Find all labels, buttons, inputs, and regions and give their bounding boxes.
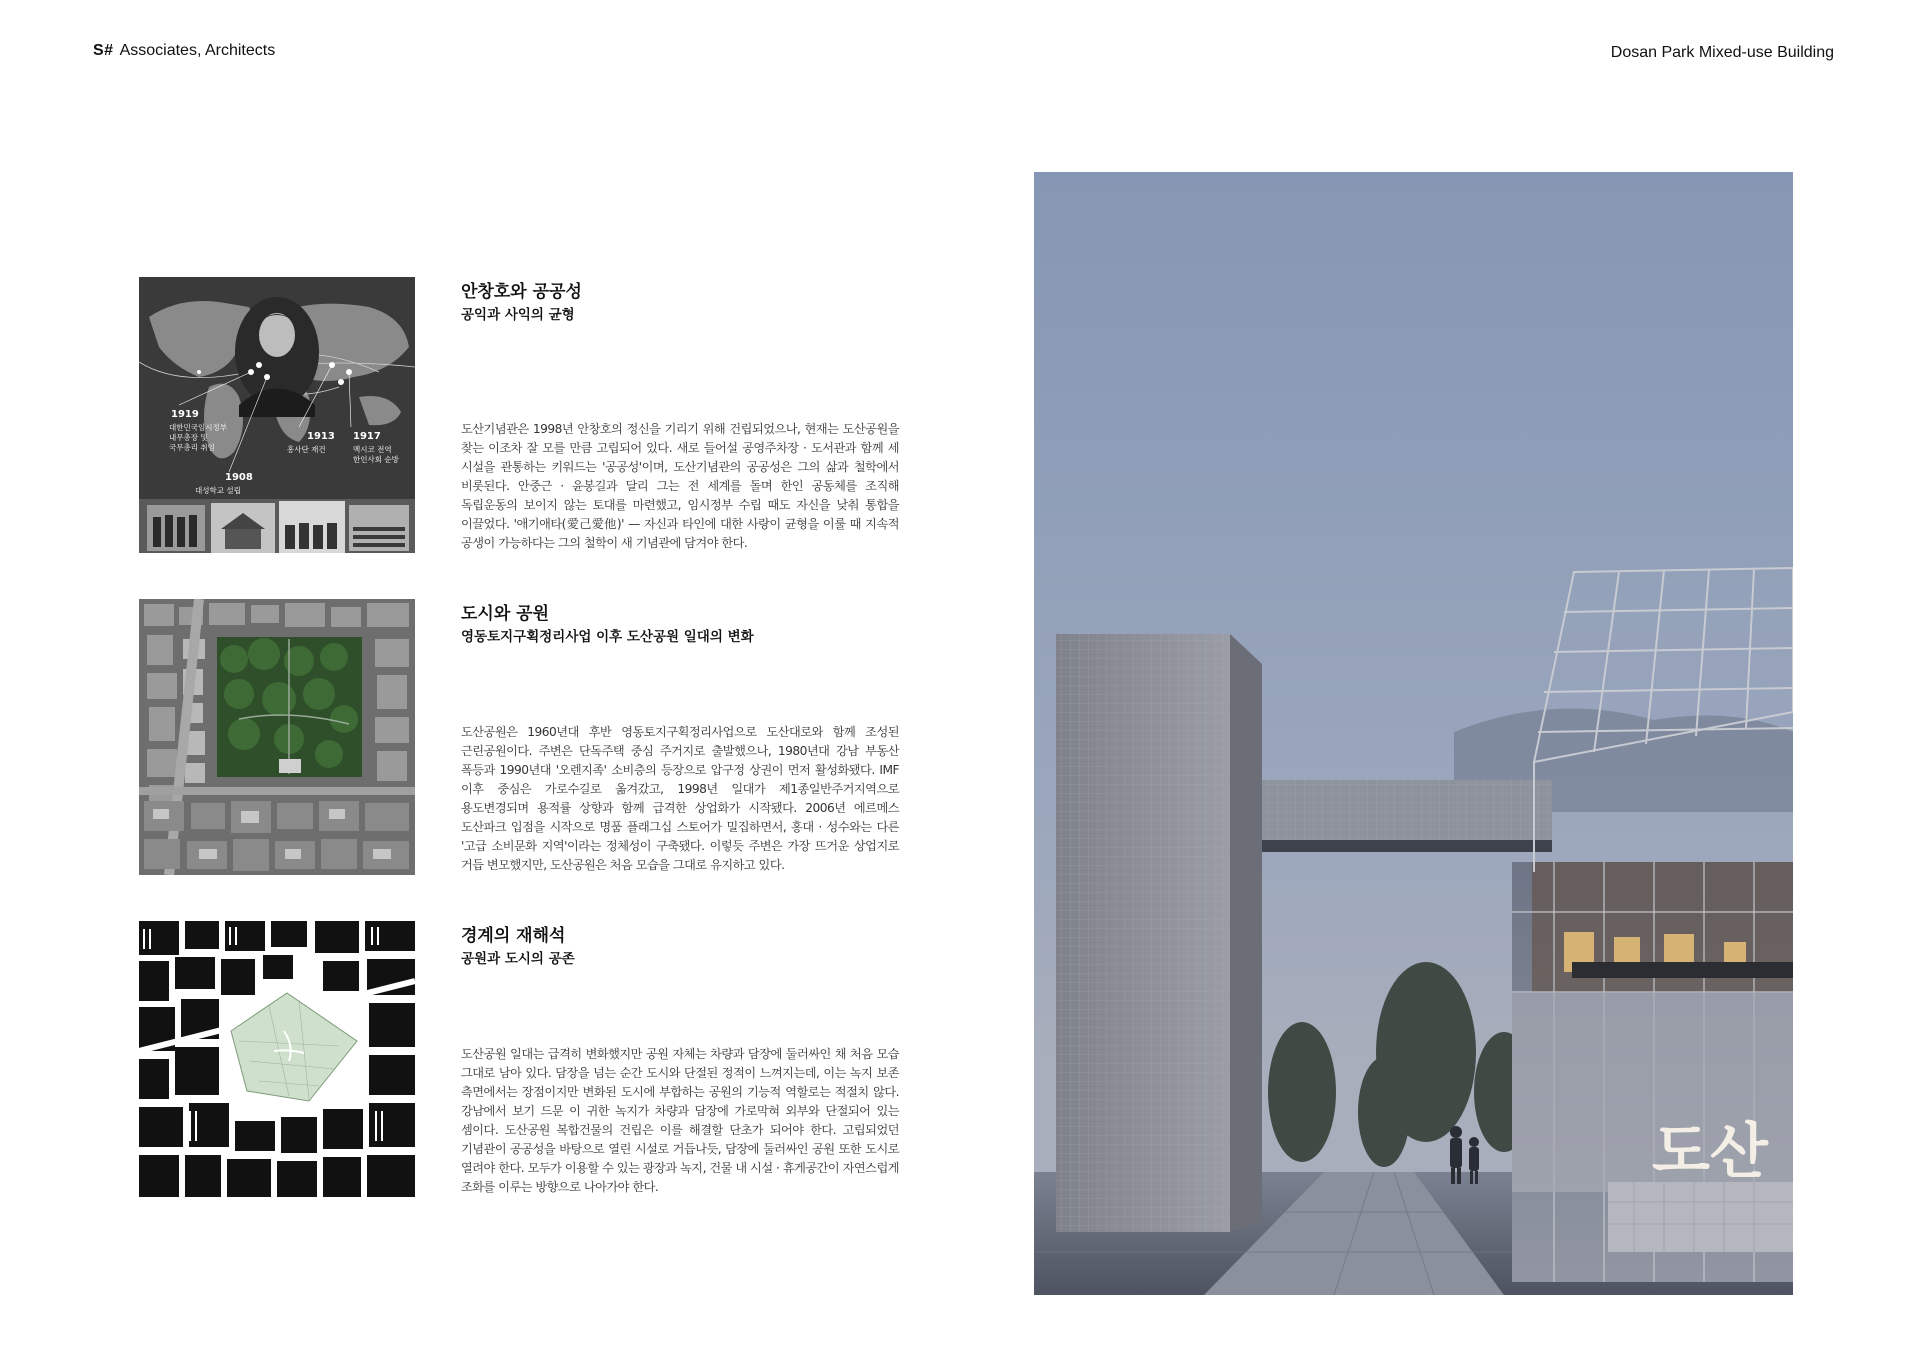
section-title: 도시와 공원 xyxy=(461,604,550,624)
project-title: Dosan Park Mixed-use Building xyxy=(1610,44,1834,61)
svg-text:1908: 1908 xyxy=(225,472,253,483)
svg-text:대한민국임시정부: 대한민국임시정부 xyxy=(169,423,227,432)
svg-text:내무총장 및: 내무총장 및 xyxy=(169,433,208,442)
svg-text:한인사회 순방: 한인사회 순방 xyxy=(353,455,399,464)
section-boundary-reinterpretation xyxy=(139,921,899,1197)
section-subtitle: 공원과 도시의 공존 xyxy=(461,951,575,967)
section-body: 도산공원 일대는 급격히 변화했지만 공원 자체는 차량과 담장에 둘러싸인 채 처음 모습 그대로 남아 있다. 담장을 넘는 순간 도시와 단절된 정적이 느껴지는데, 이는 녹지 보존 측면에서는 장점이지만 변화된 도시에 부합하는 공원의 기능적 역할로는 적절치 않다. 강남에서 보기 드문 이 귀한 녹지가 차량과 담장에 가로막혀 외부와 단절되어 있는 셈이다. 도산공원 복합건물의 건립은 이를 해결할 단초가 되어야 한다. 고립되었던 기념관이 공공성을 바탕으로 열린 시설로 거듭나듯, 담장에 둘러싸인 공원 또한 도시로 열려야 한다. 모두가 이용할 수 있는 광장과 녹지, 건물 내 시설 · 휴게공간이 자연스럽게 조화를 이루는 방향으로 나아가야 한다. xyxy=(461,1047,899,1194)
building-render-image xyxy=(1034,172,1793,1295)
svg-text:1917: 1917 xyxy=(353,431,381,442)
svg-text:1919: 1919 xyxy=(171,409,199,420)
svg-text:멕시코 전역: 멕시코 전역 xyxy=(353,445,392,454)
svg-text:대성학교 설립: 대성학교 설립 xyxy=(195,486,241,495)
building-sign-text: 도산 xyxy=(1652,1117,1768,1187)
svg-text:흥사단 재건: 흥사단 재건 xyxy=(287,445,326,454)
section-title: 경계의 재해석 xyxy=(461,926,566,946)
firm-mark: S# xyxy=(93,42,114,59)
figure-ground-diagram xyxy=(139,921,415,1197)
section-ahn-changho xyxy=(139,277,899,553)
aerial-photo-image xyxy=(139,599,415,875)
firm-name: Associates, Architects xyxy=(119,42,276,59)
section-title: 안창호와 공공성 xyxy=(461,282,582,302)
svg-text:국무총리 취임: 국무총리 취임 xyxy=(169,443,215,452)
section-city-and-park xyxy=(139,599,899,875)
section-body: 도산기념관은 1998년 안창호의 정신을 기리기 위해 건립되었으나, 현재는 도산공원을 찾는 이조차 잘 모를 만큼 고립되어 있다. 새로 들어설 공영주차장 · 도서관과 함께 세 시설을 관통하는 키워드는 '공공성'이며, 도산기념관의 공공성은 그의 삶과 철학에서 비롯된다. 안중근 · 윤봉길과 달리 그는 전 세계를 돌며 한인 공동체를 조직해 독립운동의 보이지 않는 토대를 마련했고, 임시정부 수립 때도 자신을 낮춰 통합을 이끌었다. '애기애타(愛己愛他)' — 자신과 타인에 대한 사랑이 균형을 이룰 때 지속적 공생이 가능하다는 그의 철학이 새 기념관에 담겨야 한다. xyxy=(461,422,899,550)
section-body: 도산공원은 1960년대 후반 영동토지구획정리사업으로 도산대로와 함께 조성된 근린공원이다. 주변은 단독주택 중심 주거지로 출발했으나, 1980년대 강남 부동산 폭등과 1990년대 '오렌지족' 소비층의 등장으로 압구정 상권이 먼저 활성화됐다. IMF 이후 중심은 가로수길로 옮겨갔고, 1998년 일대가 제1종일반주거지역으로 용도변경되며 용적률 상향과 함께 급격한 상업화가 시작됐다. 2006년 에르메스 도산파크 입점을 시작으로 명품 플래그십 스토어가 밀집하면서, 홍대 · 성수와는 다른 '고급 소비문화 지역'이라는 정체성이 구축됐다. 이렇듯 주변은 가장 뜨거운 상업지로 거듭 변모했지만, 도산공원은 처음 모습을 그대로 유지하고 있다. xyxy=(461,725,899,872)
firm-logo xyxy=(93,42,275,60)
world-map-timeline-image xyxy=(139,277,415,553)
svg-text:1913: 1913 xyxy=(307,431,335,442)
section-subtitle: 공익과 사익의 균형 xyxy=(461,307,575,323)
section-subtitle: 영동토지구획정리사업 이후 도산공원 일대의 변화 xyxy=(461,629,754,645)
